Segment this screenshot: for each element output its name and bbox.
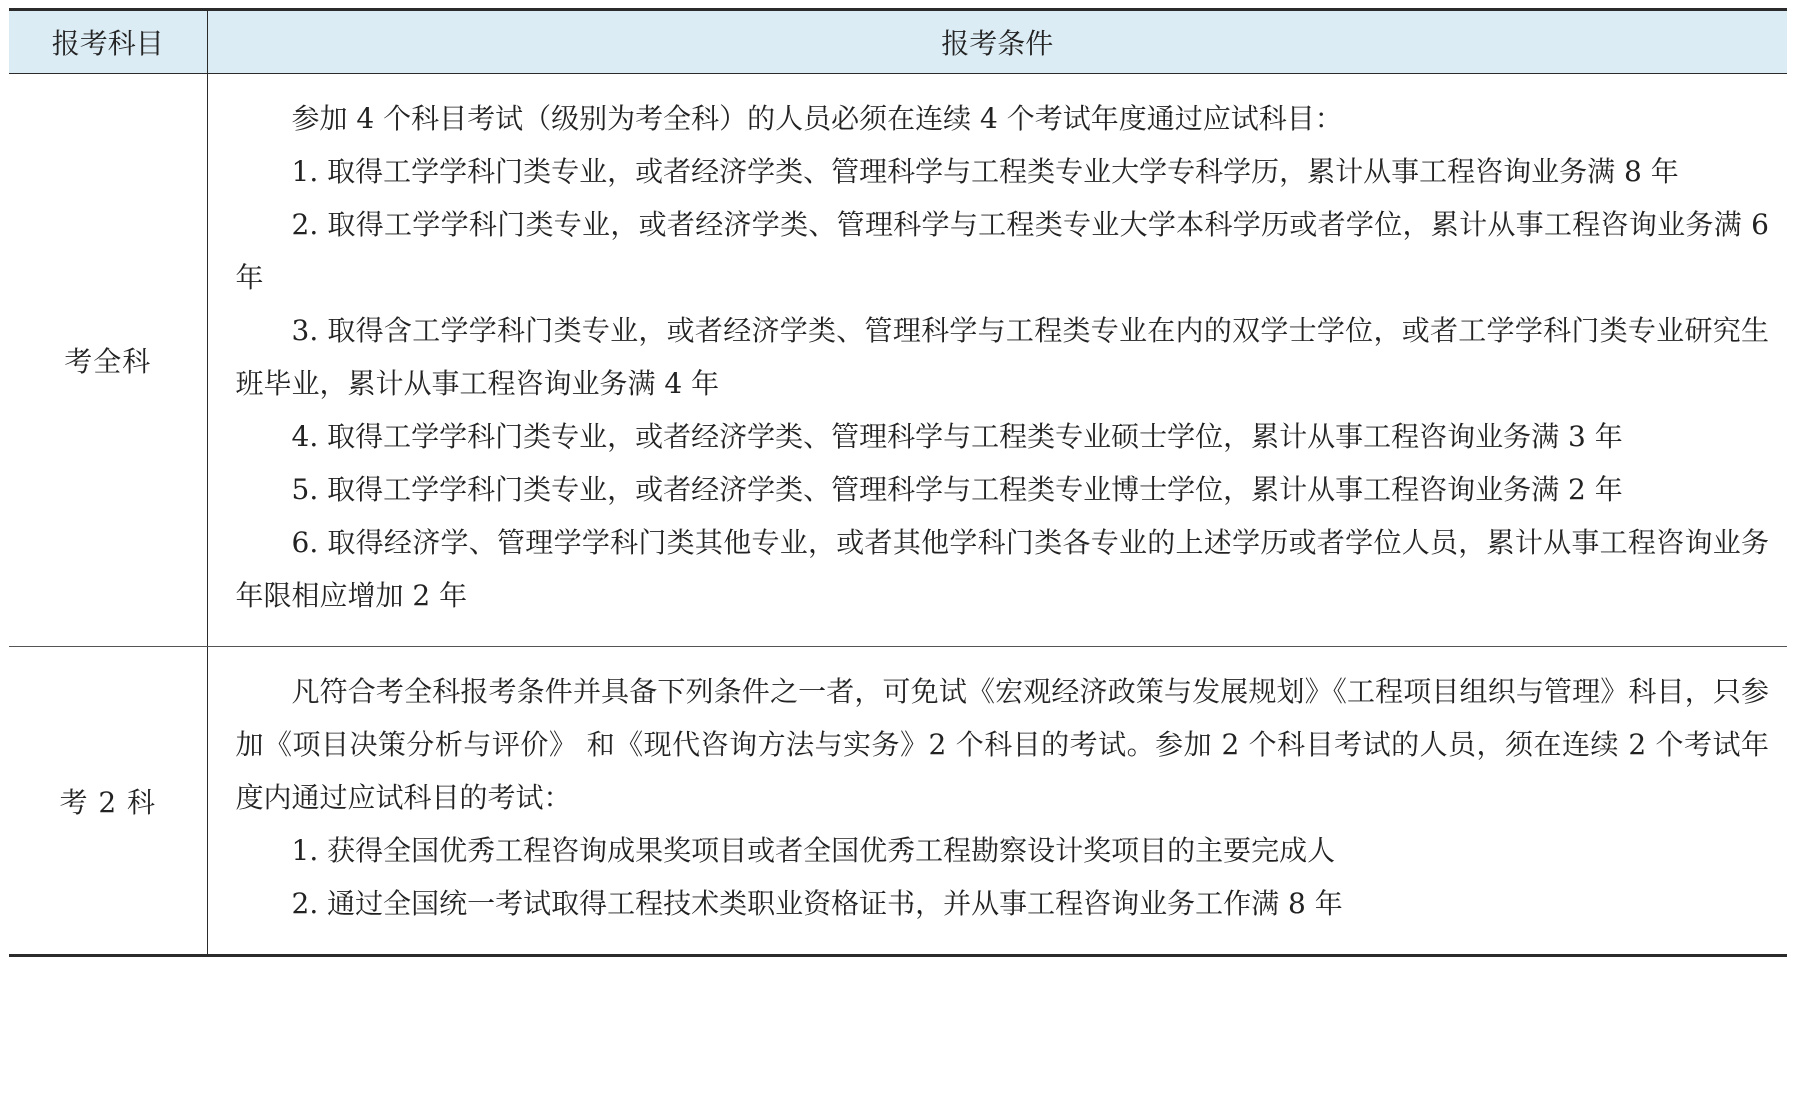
condition-item-3: 3. 取得含工学学科门类专业，或者经济学类、管理科学与工程类专业在内的双学士学位，或者工学学科门类专业研究生班毕业，累计从事工程咨询业务满 4 年 bbox=[235, 314, 1769, 400]
condition-paragraph: 参加 4 个科目考试（级别为考全科）的人员必须在连续 4 个考试年度通过应试科目： bbox=[291, 102, 1343, 135]
condition-item-1: 1. 获得全国优秀工程咨询成果奖项目或者全国优秀工程勘察设计奖项目的主要完成人 bbox=[291, 834, 1336, 867]
exam-conditions-table bbox=[9, 8, 1787, 957]
condition-item-4: 4. 取得工学学科门类专业，或者经济学类、管理科学与工程类专业硕士学位，累计从事工程咨询业务满 3 年 bbox=[291, 420, 1623, 453]
condition-item-5: 5. 取得工学学科门类专业，或者经济学类、管理科学与工程类专业博士学位，累计从事工程咨询业务满 2 年 bbox=[291, 473, 1623, 506]
condition-item-2: 2. 通过全国统一考试取得工程技术类职业资格证书，并从事工程咨询业务工作满 8 年 bbox=[291, 887, 1343, 920]
table-header-row bbox=[9, 10, 1787, 74]
subject-cell-full: 考全科 bbox=[9, 74, 207, 647]
condition-item-1: 1. 取得工学学科门类专业，或者经济学类、管理科学与工程类专业大学专科学历，累计从事工程咨询业务满 8 年 bbox=[291, 155, 1679, 188]
header-subject: 报考科目 bbox=[9, 10, 207, 74]
table-row-full-subjects bbox=[9, 74, 1787, 647]
condition-item-2: 2. 取得工学学科门类专业，或者经济学类、管理科学与工程类专业大学本科学历或者学位，累计从事工程咨询业务满 6 年 bbox=[235, 208, 1769, 294]
condition-paragraph: 凡符合考全科报考条件并具备下列条件之一者，可免试《宏观经济政策与发展规划》《工程项目组织与管理》科目，只参加《项目决策分析与评价》 和《现代咨询方法与实务》2 个科目的考试。参加 2 个科目考试的人员，须在连续 2 个考试年度内通过应试科目的考试： bbox=[235, 675, 1769, 814]
subject-cell-two: 考 2 科 bbox=[9, 647, 207, 956]
table-row-two-subjects bbox=[9, 647, 1787, 956]
conditions-cell-two bbox=[207, 647, 1787, 956]
condition-item-6: 6. 取得经济学、管理学学科门类其他专业，或者其他学科门类各专业的上述学历或者学位人员，累计从事工程咨询业务年限相应增加 2 年 bbox=[235, 526, 1769, 612]
conditions-cell-full bbox=[207, 74, 1787, 647]
header-conditions: 报考条件 bbox=[207, 10, 1787, 74]
